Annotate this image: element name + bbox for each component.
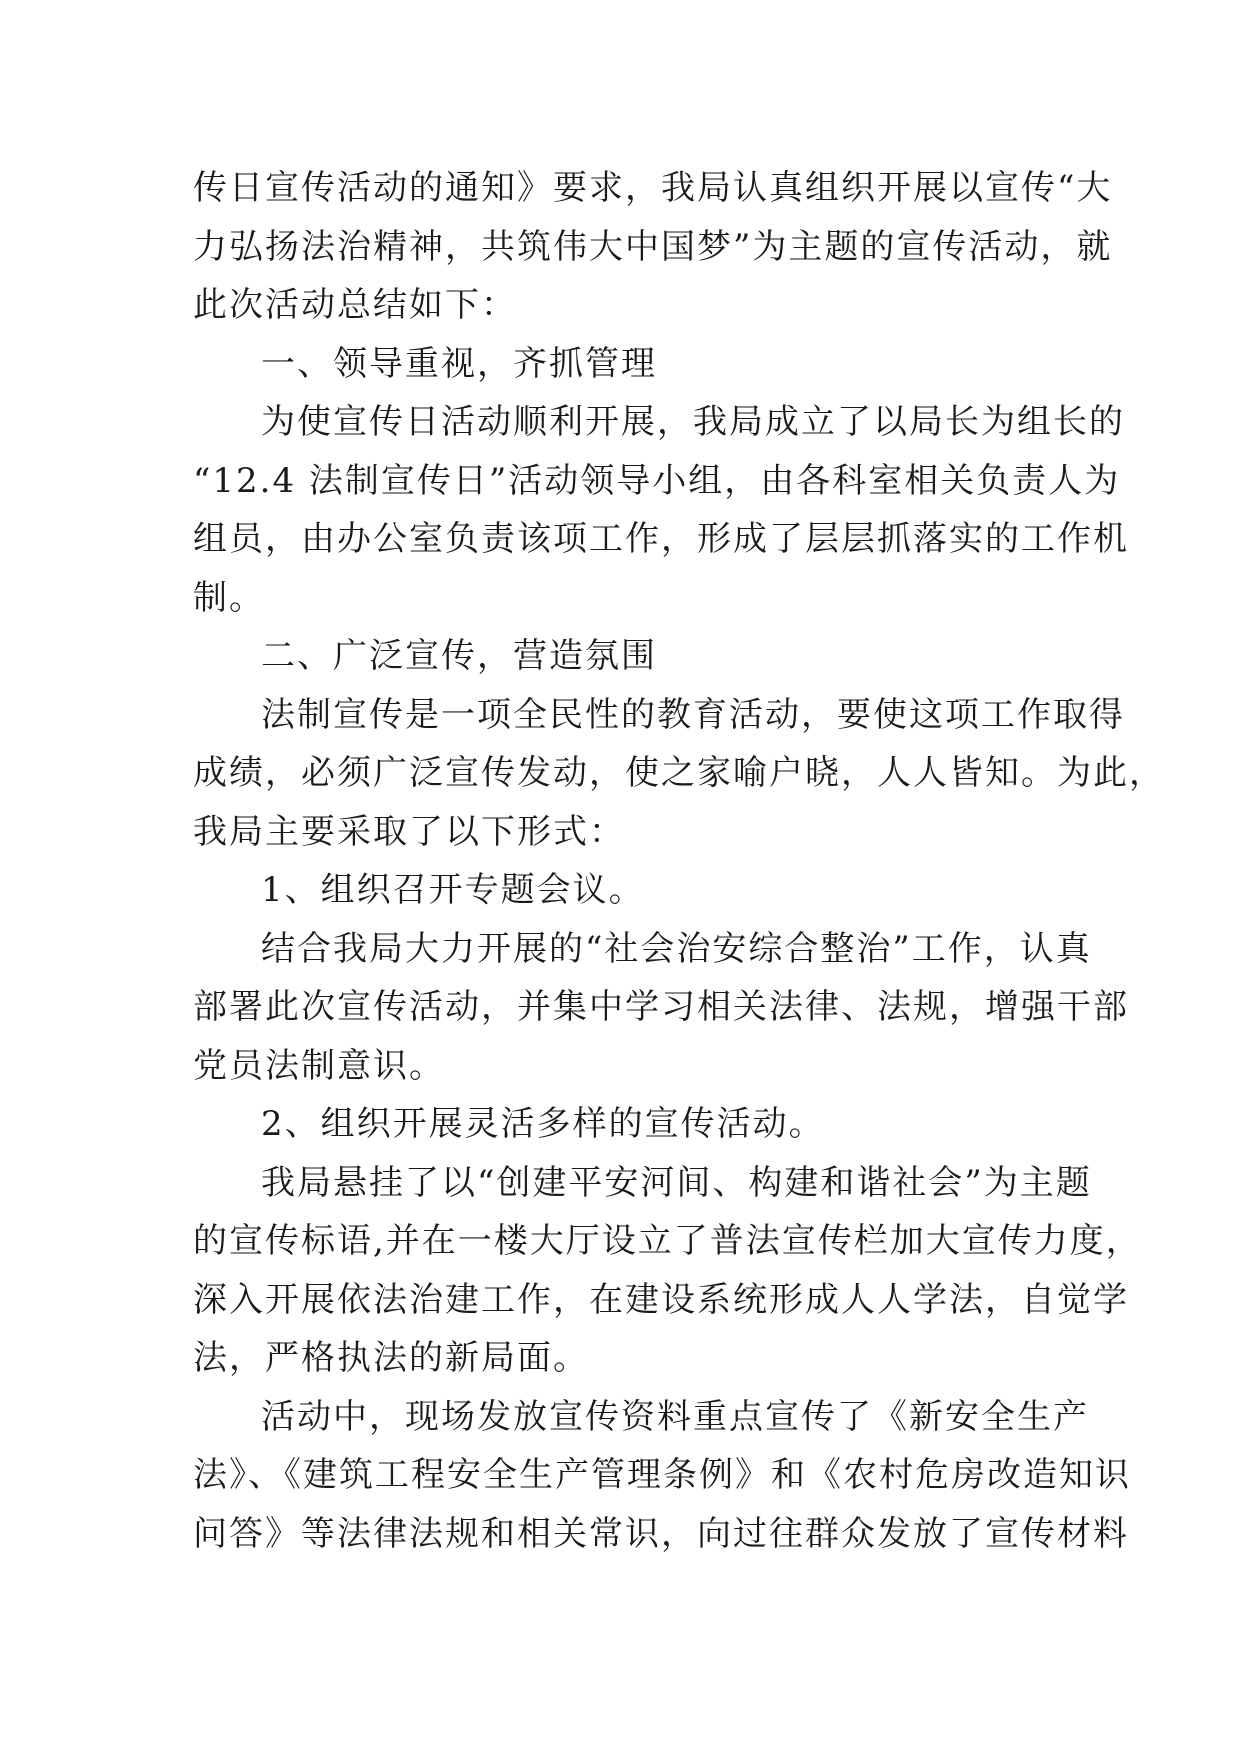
- text-line: 力弘扬法治精神，共筑伟大中国梦”为主题的宣传活动，就: [193, 226, 1113, 267]
- text-line: 问答》等法律法规和相关常识，向过往群众发放了宣传材料: [193, 1513, 1129, 1554]
- text-line: 为使宣传日活动顺利开展，我局成立了以局长为组长的: [261, 402, 1125, 442]
- text-line: 活动中，现场发放宣传资料重点宣传了《新安全生产: [261, 1396, 1089, 1437]
- section-heading: 二、广泛宣传，营造氛围: [261, 636, 657, 676]
- text-line: “12.4 法制宣传日”活动领导小组，由各科室相关负责人为: [193, 460, 1121, 501]
- section-heading: 一、领导重视，齐抓管理: [261, 343, 657, 384]
- document-body: [193, 159, 1165, 1563]
- text-line: 我局主要采取了以下形式：: [193, 811, 625, 852]
- text-line: 法》、《建筑工程安全生产管理条例》和《农村危房改造知识: [193, 1455, 1131, 1495]
- subsection-heading: 1、组织召开专题会议。: [261, 870, 645, 910]
- text-line: 深入开展依法治建工作，在建设系统形成人人学法，自觉学: [193, 1279, 1129, 1320]
- text-line: 结合我局大力开展的“社会治安综合整治”工作，认真: [261, 928, 1092, 969]
- subsection-heading: 2、组织开展灵活多样的宣传活动。: [261, 1104, 825, 1144]
- text-line: 成绩，必须广泛宣传发动，使之家喻户晓，人人皆知。为此，: [193, 753, 1165, 793]
- text-line: 制。: [193, 577, 265, 618]
- text-line: 的宣传标语,并在一楼大厅设立了普法宣传栏加大宣传力度，: [193, 1221, 1142, 1261]
- text-line: 法制宣传是一项全民性的教育活动，要使这项工作取得: [261, 694, 1125, 735]
- text-line: 我局悬挂了以“创建平安河间、构建和谐社会”为主题: [261, 1162, 1092, 1203]
- text-line: 部署此次宣传活动，并集中学习相关法律、法规，增强干部: [193, 987, 1129, 1027]
- text-line: 法，严格执法的新局面。: [193, 1338, 589, 1378]
- text-line: 党员法制意识。: [193, 1045, 445, 1086]
- text-line: 组员，由办公室负责该项工作，形成了层层抓落实的工作机: [193, 519, 1129, 559]
- text-line: 传日宣传活动的通知》要求，我局认真组织开展以宣传“大: [193, 168, 1113, 208]
- text-line: 此次活动总结如下：: [193, 285, 517, 325]
